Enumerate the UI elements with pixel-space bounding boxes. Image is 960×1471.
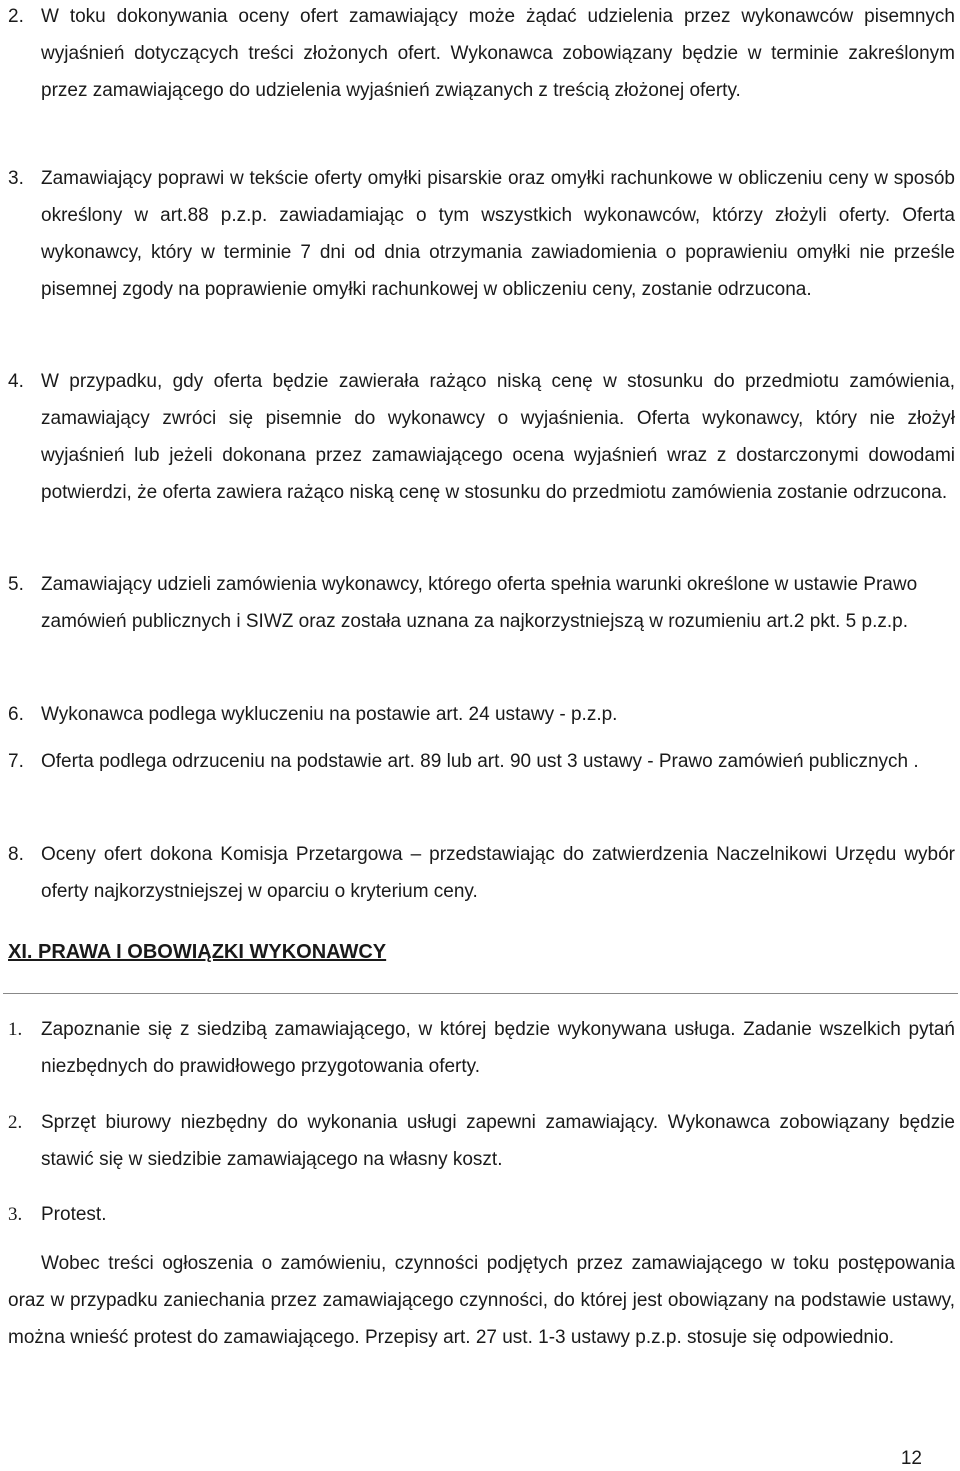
list-item (8, 160, 955, 308)
protest-paragraph: Wobec treści ogłoszenia o zamówieniu, czynności podjętych przez zamawiającego w toku postępowania oraz w przypadku zaniechania przez zamawiającego czynności, do której jest obowiązany na podstawie ustawy, można wnieść protest do zamawiającego. Przepisy art. 27 ust. 1-3 ustawy p.z.p. stosuje się odpowiednio. (8, 1253, 955, 1348)
item-text: W toku dokonywania oceny ofert zamawiający może żądać udzielenia przez wykonawców pisemnych wyjaśnień dotyczących treści złożonych ofert. Wykonawca zobowiązany będzie w terminie zakreślonym przez zamawiającego do udzielenia wyjaśnień związanych z treścią złożonej oferty. (41, 6, 955, 101)
list-item (8, 363, 955, 511)
list-item (8, 696, 955, 733)
item-text: Oferta podlega odrzuceniu na podstawie art. 89 lub art. 90 ust 3 ustawy - Prawo zamówień publicznych . (41, 751, 919, 772)
list-item (8, 0, 955, 109)
item-text: Oceny ofert dokona Komisja Przetargowa – przedstawiając do zatwierdzenia Naczelnikowi Urzędu wybór oferty najkorzystniejszej w oparciu o kryterium ceny. (41, 844, 955, 902)
section-heading: XI. PRAWA I OBOWIĄZKI WYKONAWCY (8, 941, 387, 963)
item-number: 6. (8, 704, 24, 725)
item-text: W przypadku, gdy oferta będzie zawierała rażąco niską cenę w stosunku do przedmiotu zamówienia, zamawiający zwróci się pisemnie do wykonawcy o wyjaśnienia. Oferta wykonawcy, który nie złożył wyjaśnień lub jeżeli dokonana przez zamawiającego ocena wyjaśnień wraz z dostarczonymi dowodami potwierdzi, że oferta zawiera rażąco niską cenę w stosunku do przedmiotu zamówienia zostanie odrzucona. (41, 371, 955, 503)
item-text: Protest. (41, 1204, 107, 1225)
item-text: Sprzęt biurowy niezbędny do wykonania usługi zapewni zamawiający. Wykonawca zobowiązany będzie stawić się w siedzibie zamawiającego na własny koszt. (41, 1112, 955, 1170)
item-number: 5. (8, 574, 24, 595)
list-item (8, 1196, 955, 1233)
list-item (8, 566, 955, 640)
list-item (8, 1104, 955, 1178)
item-text: Zapoznanie się z siedzibą zamawiającego, w której będzie wykonywana usługa. Zadanie wszelkich pytań niezbędnych do prawidłowego przygotowania oferty. (41, 1019, 955, 1077)
divider (3, 993, 958, 994)
list-item (8, 836, 955, 910)
list-item (8, 1011, 955, 1085)
item-number: 2. (8, 1112, 23, 1133)
item-number: 4. (8, 371, 24, 392)
item-number: 8. (8, 844, 24, 865)
page-number: 12 (900, 1448, 922, 1469)
list-item (8, 743, 955, 780)
item-number: 3. (8, 168, 24, 189)
item-text: Zamawiający poprawi w tekście oferty omyłki pisarskie oraz omyłki rachunkowe w obliczeniu ceny w sposób określony w art.88 p.z.p. zawiadamiając o tym wszystkich wykonawców, którzy złożyli oferty. Oferta wykonawcy, który w terminie 7 dni od dnia otrzymania zawiadomienia o poprawieniu omyłki nie prześle pisemnej zgody na poprawienie omyłki rachunkowej w obliczeniu ceny, zostanie odrzucona. (41, 168, 955, 300)
item-text: Zamawiający udzieli zamówienia wykonawcy, którego oferta spełnia warunki określone w ustawie Prawo zamówień publicznych i SIWZ oraz została uznana za najkorzystniejszą w rozumieniu art.2 pkt. 5 p.z.p. (41, 574, 918, 632)
item-number: 2. (8, 6, 24, 27)
item-text: Wykonawca podlega wykluczeniu na postawie art. 24 ustawy - p.z.p. (41, 704, 618, 725)
item-number: 3. (8, 1204, 23, 1225)
item-number: 7. (8, 751, 24, 772)
item-number: 1. (8, 1019, 23, 1040)
